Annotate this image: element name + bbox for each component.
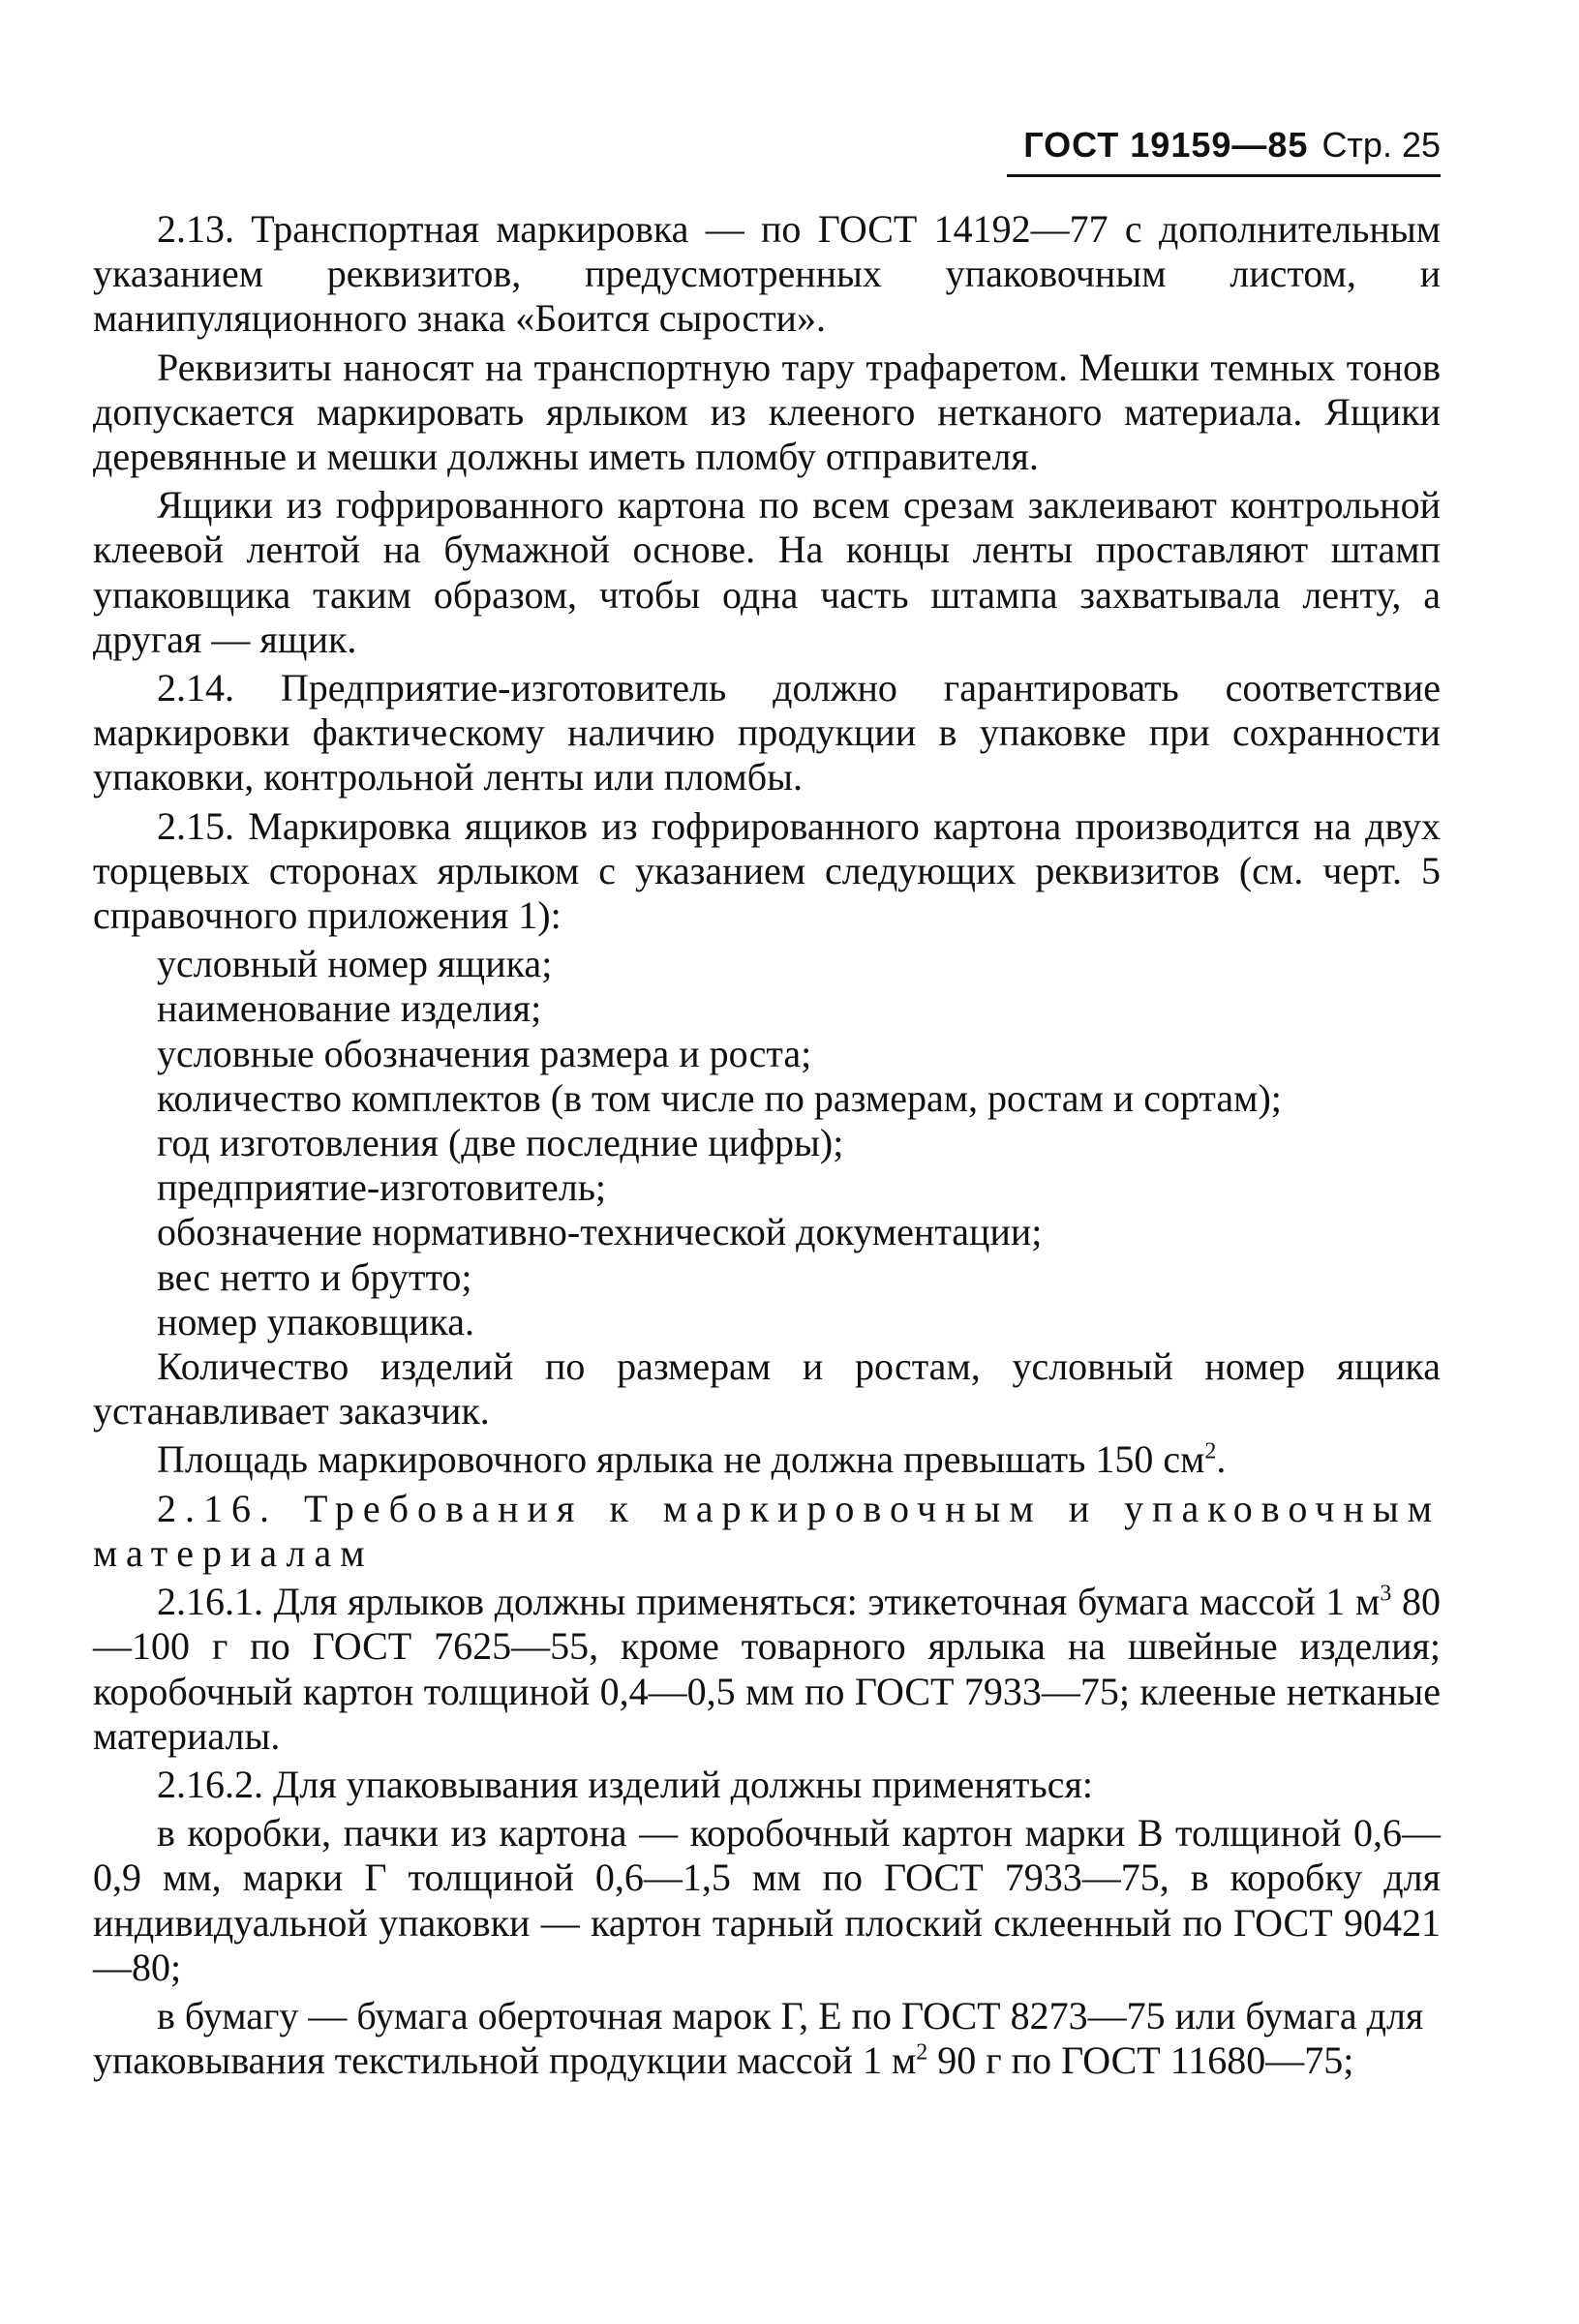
clause-2-16-2: 2.16.2. Для упаковывания изделий должны применяться: [157, 1762, 1094, 1806]
clause-2-14: 2.14. Предприятие-изготовитель должно гарантировать соответствие маркировки фактическому наличию продукции в упаковке при сохранности упаковки, контрольной ленты или пломбы. [93, 666, 1441, 800]
list-item: количество комплектов (в том числе по размерам, ростам и сортам); [157, 1075, 1282, 1120]
page-number: Стр. 25 [1321, 125, 1441, 165]
standard-number: ГОСТ 19159—85 [1023, 125, 1309, 165]
page-header [1007, 124, 1441, 177]
clause-2-13: 2.13. Транспортная маркировка — по ГОСТ 14192—77 с дополнительным указанием реквизитов, предусмотренных упаковочным листом, и манипуляционного знака «Боится сырости». [93, 207, 1441, 341]
paragraph-packaging-paper: в бумагу — бумага оберточная марок Г, Е по ГОСТ 8273—75 или бумага для упаковывания текстильной продукции массой 1 $м^2$ 90 г по ГОСТ 11680—75; [93, 1993, 1424, 2083]
paragraph-corrugated-boxes: Ящики из гофрированного картона по всем срезам заклеивают контрольной клеевой лентой на бумажной основе. На концы ленты проставляют штамп упаковщика таким образом, чтобы одна часть штампа захватывала ленту, а другая — ящик. [93, 483, 1441, 661]
list-item: условные обозначения размера и роста; [157, 1031, 812, 1075]
list-item: наименование изделия; [157, 986, 542, 1031]
list-item: номер упаковщика. [157, 1299, 474, 1343]
list-item: обозначение нормативно-технической документации; [157, 1210, 1043, 1254]
clause-2-16-heading: 2.16. Требования к маркировочным и упаковочным материалам [93, 1486, 1441, 1575]
paragraph-packaging-boxes: в коробки, пачки из картона — коробочный картон марки В толщиной 0,6—0,9 мм, марки Г толщиной 0,6—1,5 мм по ГОСТ 7933—75, в коробку для индивидуальной упаковки — картон тарный плоский склеенный по ГОСТ 90421—80; [93, 1811, 1441, 1989]
clause-2-15: 2.15. Маркировка ящиков из гофрированного картона производится на двух торцевых сторонах ярлыком с указанием следующих реквизитов (см. черт. 5 справочного приложения 1): [93, 803, 1441, 938]
list-item: вес нетто и брутто; [157, 1254, 472, 1299]
paragraph-requisites-stencil: Реквизиты наносят на транспортную тару трафаретом. Мешки темных тонов допускается маркировать ярлыком из клееного нетканого материала. Ящики деревянные и мешки должны иметь пломбу отправителя. [93, 345, 1441, 479]
list-item: год изготовления (две последние цифры); [157, 1121, 844, 1165]
list-item: предприятие-изготовитель; [157, 1165, 607, 1210]
paragraph-label-area: Площадь маркировочного ярлыка не должна превышать 150 $см^2$. [157, 1437, 1227, 1482]
list-item: условный номер ящика; [157, 942, 553, 986]
paragraph-quantity: Количество изделий по размерам и ростам, условный номер ящика устанавливает заказчик. [93, 1344, 1441, 1434]
document-body [93, 207, 1441, 2087]
clause-2-16-1: 2.16.1. Для ярлыков должны применяться: этикеточная бумага массой 1 $м^3$ 80—100 г по ГОСТ 7625—55, кроме товарного ярлыка на швейные изделия; коробочный картон толщиной 0,4—0,5 мм по ГОСТ 7933—75; клееные нетканые материалы. [93, 1580, 1441, 1758]
